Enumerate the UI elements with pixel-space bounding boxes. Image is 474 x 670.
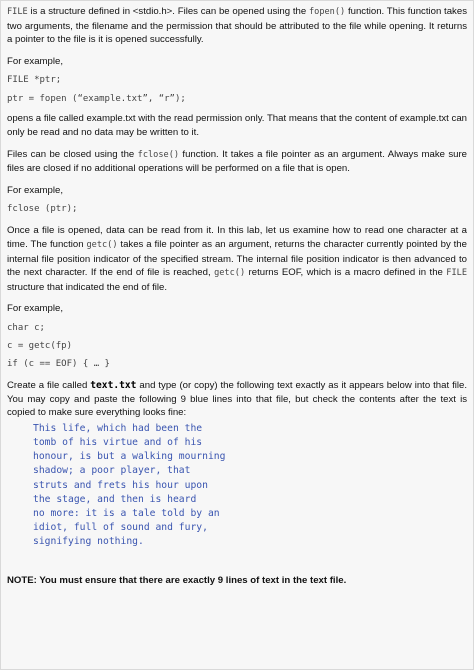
poem-line: idiot, full of sound and fury, xyxy=(33,522,208,534)
poem-line: tomb of his virtue and of his xyxy=(33,436,203,448)
text: Files can be closed using the xyxy=(7,148,138,160)
paragraph-fopen xyxy=(7,5,467,47)
poem-line: shadow; a poor player, that xyxy=(33,465,191,477)
code-line: c = getc(fp) xyxy=(7,340,73,351)
inline-code-FILE: FILE xyxy=(7,7,28,17)
example-label-3: For example, xyxy=(7,303,63,315)
text: Create a file called xyxy=(7,379,91,391)
text: structure that indicated the end of file. xyxy=(7,281,167,293)
poem-line: no more: it is a tale told by an xyxy=(33,507,220,519)
paragraph-read-permission: opens a file called example.txt with the read permission only. That means that the content of example.txt can only be read and no data may be written to it. xyxy=(7,113,467,138)
text: takes a file pointer as an argument, returns the character currently pointed by the internal file position indicator of the specified stream. The internal file position indicator is then advanced to the next character. If the end of file is reached, xyxy=(7,238,467,279)
note-nine-lines: NOTE: You must ensure that there are exactly 9 lines of text in the text file. xyxy=(7,574,347,586)
inline-code-FILE: FILE xyxy=(446,268,467,279)
text: Once a file is opened, data can be read from it. In this lab, let us examine how to read one character at a time. The function xyxy=(7,225,467,250)
poem-block xyxy=(33,422,467,550)
code-line: ptr = fopen (“example.txt”, “r”); xyxy=(7,94,186,105)
code-line: FILE *ptr; xyxy=(7,75,62,86)
paragraph-fclose xyxy=(7,148,467,176)
example-label-2: For example, xyxy=(7,184,63,196)
code-block-getc xyxy=(7,322,467,371)
code-line: char c; xyxy=(7,322,45,333)
paragraph-getc xyxy=(7,224,467,294)
code-block-fclose: fclose (ptr); xyxy=(7,204,78,215)
paragraph-create-file xyxy=(7,379,467,420)
poem-line: signifying nothing. xyxy=(33,536,144,548)
code-line: if (c == EOF) { … } xyxy=(7,358,110,369)
inline-code-fopen: fopen() xyxy=(308,7,346,17)
filename-text-txt: text.txt xyxy=(90,379,137,391)
code-block-fopen xyxy=(7,74,467,106)
poem-line: honour, is but a walking mourning xyxy=(33,451,226,463)
poem-line: the stage, and then is heard xyxy=(33,493,197,505)
poem-line: This life, which had been the xyxy=(33,422,203,434)
text: function. This function takes two arguments, the filename and the permission that should be attributed to the file while opening. It returns a pointer to the file is it is opened successfully. xyxy=(7,6,467,46)
inline-code-getc: getc() xyxy=(86,239,118,250)
text: returns EOF, which is a macro defined in the xyxy=(245,267,447,279)
poem-line: struts and frets his hour upon xyxy=(33,479,208,491)
example-label-1: For example, xyxy=(7,55,63,67)
text: is a structure defined in <stdio.h>. Files can be opened using the xyxy=(27,6,309,17)
inline-code-fclose: fclose() xyxy=(137,149,180,160)
text: and type (or copy) the following text exactly as it appears below into that file. You may copy and paste the following 9 blue lines into that file, but check the contents after the text is copied to make sure everything looks fine: xyxy=(7,379,467,419)
text: function. It takes a file pointer as an argument. Always make sure files are closed if no additional operations will be performed on a file that is open. xyxy=(7,148,467,175)
inline-code-getc: getc() xyxy=(214,268,246,279)
